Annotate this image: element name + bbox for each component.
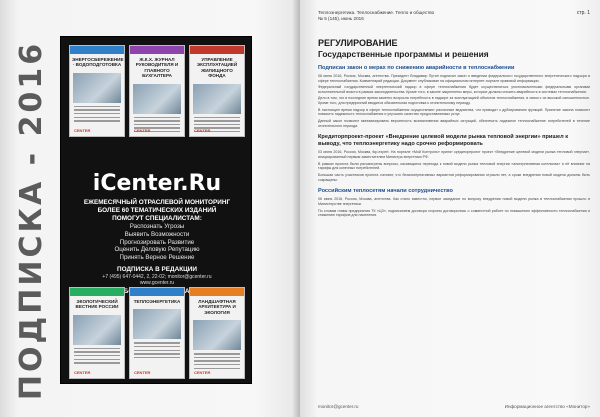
cover-brand: CENTER bbox=[134, 370, 151, 375]
ad-bullet: Распознать Угрозы bbox=[129, 223, 185, 230]
article bbox=[318, 188, 590, 218]
article-paragraph: 03 июня 2016, Россия, Москва, tkp-expert. На портале «Мой Контроль» принят кредиторпроект проект «Внедрение целевой модели рынка тепловой энергии», инициированный первым заместителем Министра энергетики РФ. bbox=[318, 150, 590, 160]
subscribe-phone: +7 (495) 647-0442, 2, 22-02; monitor@gcenter.ru bbox=[102, 273, 212, 280]
cover-brand: CENTER bbox=[194, 370, 211, 375]
ad-line: БОЛЕЕ 60 ТЕМАТИЧЕСКИХ ИЗДАНИЙ bbox=[97, 207, 217, 214]
article-paragraph: Данный закон позволит минимизировать вероятность возникновения аварийных ситуаций, обеспечить надежное теплоснабжение потребителей в течение отопительного периода. bbox=[318, 118, 590, 128]
cover-photo bbox=[133, 84, 181, 114]
magazine-cover bbox=[129, 45, 185, 137]
cover-brand: CENTER bbox=[74, 128, 91, 133]
cover-strip bbox=[190, 288, 244, 296]
article-paragraph: 06 июня 2016, Россия, Москва, агентства. Как стало известно, первое заседание по вопросу внедрения новой модели рынка в теплоснабжении прошло в Министерстве энергетики. bbox=[318, 197, 590, 207]
page-footer bbox=[318, 404, 590, 409]
cover-lines bbox=[74, 106, 120, 122]
article-paragraph: По словам главы предприятия ТК «ЦЗ», подписанием договора стороны договорились о совместной работе по повышению эффективности теплоснабжения и снижению тарифов для населения. bbox=[318, 208, 590, 218]
cover-strip bbox=[130, 46, 184, 54]
article-paragraph: В рамках проекта были рассмотрены вопросы, касающиеся перехода к новой модели рынка тепловой энергии «альтернативная котельная» и её влияние на тарифы для конечных потребителей. bbox=[318, 161, 590, 171]
cover-title: УПРАВЛЕНИЕ ЭКСПЛУАТАЦИЕЙ ЖИЛИЩНОГО ФОНДА bbox=[196, 57, 238, 79]
article-paragraph: В настоящее время надзор в сфере теплоснабжения осуществляют различные ведомства, что приводит к дублированию функций. Принятие закона позволит повысить надежность теплоснабжения и улучшить качество предоставляемых услуг. bbox=[318, 107, 590, 117]
ad-bullet: Выявить Возможности bbox=[124, 230, 190, 238]
header-text bbox=[318, 10, 434, 22]
magazine-cover bbox=[129, 287, 185, 379]
banner-text: ПОДПИСКА - 2016 bbox=[14, 40, 50, 400]
magazine-cover bbox=[69, 287, 125, 379]
subscribe-site[interactable]: www.gcenter.ru bbox=[139, 280, 175, 287]
ad-line: ПОМОГУТ СПЕЦИАЛИСТАМ: bbox=[112, 215, 202, 222]
subscribe-agency: ЛЮБОМ bbox=[112, 287, 139, 295]
magazine-cover bbox=[189, 45, 245, 137]
page-header bbox=[318, 10, 590, 22]
cover-photo bbox=[193, 320, 241, 350]
article bbox=[318, 65, 590, 128]
article-paragraph: Дело в том, что в последние время заметно возросла потребность в надзоре за эксплуатацией объектов теплоснабжения, в связи с их высокой изношенностью. Кроме того, для предприятий вводится обязательная подготовка к отопительному периоду. bbox=[318, 96, 590, 106]
brand-title: iCenter.Ru bbox=[92, 171, 222, 196]
subscribe-heading: ПОДПИСКА В РЕДАКЦИИ bbox=[117, 265, 197, 273]
advert-text bbox=[67, 199, 247, 296]
magazine-cover bbox=[189, 287, 245, 379]
cover-brand: CENTER bbox=[74, 370, 91, 375]
cover-lines bbox=[134, 342, 180, 358]
cover-title: ЭНЕРГОСБЕРЕЖЕНИЕ · ВОДОПОДГОТОВКА bbox=[72, 57, 124, 68]
ad-bullet: Принять Верное Решение bbox=[119, 254, 195, 262]
article-headline: Кредиторпроект-проект «Внедрение целевой модели рынка тепловой энергии» пришел к выводу, что теплоэнергетику надо срочно реформировать bbox=[318, 134, 569, 148]
footer-brand: Информационное агентство «Монитор» bbox=[504, 404, 590, 409]
cover-strip bbox=[130, 288, 184, 296]
article-body bbox=[318, 74, 590, 128]
article-paragraph: 08 июня 2016, Россия, Москва, агентства. Президент Владимир Путин подписал закон о введении федерального государственного энергетического надзора в сфере теплоснабжения. Комментарий редакции. Документ опубликован на официальном интернет-портале правовой информации. bbox=[318, 74, 590, 83]
cover-photo bbox=[73, 73, 121, 103]
cover-photo bbox=[133, 309, 181, 339]
section-title: РЕГУЛИРОВАНИЕ bbox=[318, 38, 398, 48]
header-line: Теплоэнергетика. Теплоснабжение. Тепло и общество bbox=[318, 10, 435, 15]
article-body bbox=[318, 197, 590, 218]
cover-title: ЭКОЛОГИЧЕСКИЙ ВЕСТНИК РОССИИ bbox=[75, 299, 119, 310]
cover-photo bbox=[193, 84, 241, 114]
ad-line: ЕЖЕМЕСЯЧНЫЙ ОТРАСЛЕВОЙ МОНИТОРИНГ bbox=[83, 199, 231, 206]
cover-brand: CENTER bbox=[134, 128, 151, 133]
article-paragraph: Большая часть участников проекта считают, что безальтернативных вариантов реформирования отрасли нет, а сроки внедрения новой модели должны быть сокращены. bbox=[318, 172, 590, 182]
cover-brand: CENTER bbox=[194, 128, 211, 133]
ad-bullet: Оценить Деловую Репутацию bbox=[114, 246, 200, 254]
article-paragraph: Федеральный государственный энергетический надзор в сфере теплоснабжения будет осуществляться уполномоченными федеральными органами исполнительной власти в рамках законодательства. Кроме того, в законе закреплены меры, которые должны снизить аварийность в системах теплоснабжения. bbox=[318, 85, 590, 94]
right-page bbox=[300, 0, 600, 417]
cover-title: Ж.К.Х. ЖУРНАЛ РУКОВОДИТЕЛЯ И ГЛАВНОГО БУХГАЛТЕРА bbox=[135, 57, 179, 79]
cover-title: ТЕПЛОЭНЕРГЕТИКА bbox=[133, 299, 181, 304]
ad-bullet: Прогнозировать Развитие bbox=[119, 238, 195, 246]
magazine-row-top bbox=[69, 45, 245, 137]
magazine-cover bbox=[69, 45, 125, 137]
magazine-row-bottom bbox=[69, 287, 245, 379]
article-headline: Подписан закон о мерах по снижению аварийности в теплоснабжении bbox=[318, 65, 515, 71]
cover-strip bbox=[70, 46, 124, 54]
article bbox=[318, 134, 590, 182]
cover-title: ЛАНДШАФТНАЯ АРХИТЕКТУРА И ЭКОЛОГИЯ bbox=[198, 299, 236, 315]
article-headline: Российским теплосетям начали сотрудничество bbox=[318, 188, 453, 195]
footer-email[interactable]: monitor@gcenter.ru bbox=[318, 404, 359, 409]
header-line: № 5 (145), июнь 2016 bbox=[318, 16, 364, 21]
section-subtitle: Государственные программы и решения bbox=[318, 49, 489, 59]
page-number: стр. 1 bbox=[576, 10, 590, 16]
subscription-banner bbox=[10, 40, 54, 400]
cover-strip bbox=[70, 288, 124, 296]
advert-block bbox=[60, 36, 252, 384]
cover-lines bbox=[74, 348, 120, 364]
article-body bbox=[318, 150, 590, 182]
cover-photo bbox=[73, 315, 121, 345]
cover-strip bbox=[190, 46, 244, 54]
cover-lines bbox=[194, 353, 240, 369]
